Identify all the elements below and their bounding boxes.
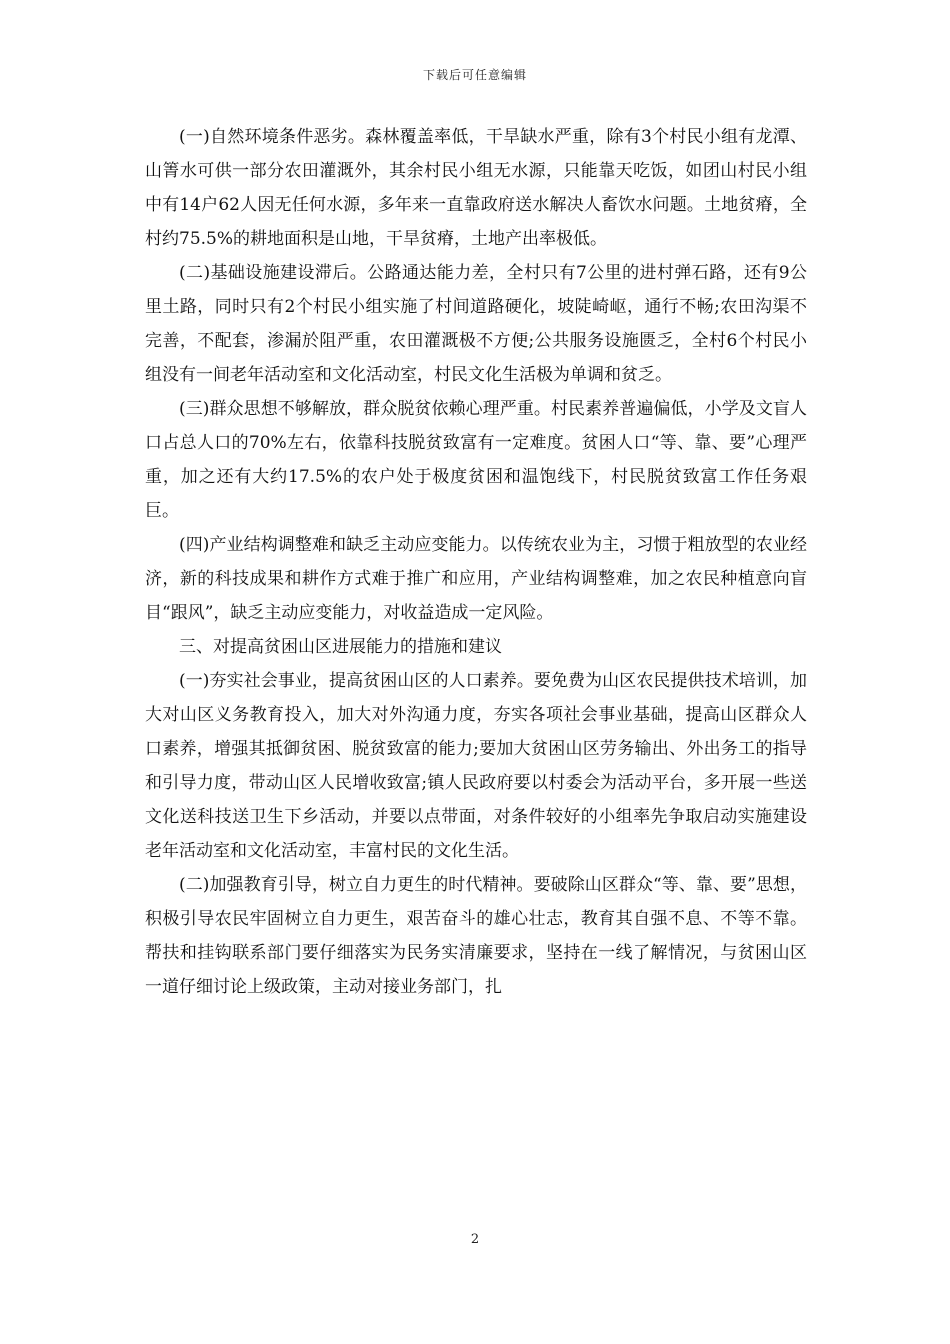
section-heading-measures: 三、对提高贫困山区进展能力的措施和建议 xyxy=(179,637,502,657)
page-header-note: 下载后可任意编辑 xyxy=(422,68,527,82)
paragraph-infrastructure: (二)基础设施建设滞后。公路通达能力差，全村只有7公里的进村弹石路，还有9公里土路，同时只有2个村民小组实施了村间道路硬化，坡陡崎岖，通行不畅;农田沟渠不完善，不配套，渗漏於阻严重，农田灌溉极不方便;公共服务设施匮乏，全村6个村民小组没有一间老年活动室和文化活动室，村民文化生活极为单调和贫乏。 xyxy=(145,263,807,385)
paragraph-natural-environment: (一)自然环境条件恶劣。森林覆盖率低，干旱缺水严重，除有3个村民小组有龙潭、山箐水可供一部分农田灌溉外，其余村民小组无水源，只能靠天吃饭，如团山村民小组中有14户62人因无任何水源，多年来一直靠政府送水解决人畜饮水问题。土地贫瘠，全村约75.5%的耕地面积是山地，干旱贫瘠，土地产出率极低。 xyxy=(145,127,807,249)
page-number: 2 xyxy=(470,1232,480,1247)
paragraph-mindset: (三)群众思想不够解放，群众脱贫依赖心理严重。村民素养普遍偏低，小学及文盲人口占总人口的70%左右，依靠科技脱贫致富有一定难度。贫困人口“等、靠、要”心理严重，加之还有大约17.5%的农户处于极度贫困和温饱线下，村民脱贫致富工作任务艰巨。 xyxy=(145,399,807,521)
paragraph-social-undertakings: (一)夯实社会事业，提高贫困山区的人口素养。要免费为山区农民提供技术培训，加大对山区义务教育投入，加大对外沟通力度，夯实各项社会事业基础，提高山区群众人口素养，增强其抵御贫困、脱贫致富的能力;要加大贫困山区劳务输出、外出务工的指导和引导力度，带动山区人民增收致富;镇人民政府要以村委会为活动平台，多开展一些送文化送科技送卫生下乡活动，并要以点带面，对条件较好的小组率先争取启动实施建设老年活动室和文化活动室，丰富村民的文化生活。 xyxy=(145,671,807,861)
document-body xyxy=(145,120,807,1004)
paragraph-industry-structure: (四)产业结构调整难和缺乏主动应变能力。以传统农业为主，习惯于粗放型的农业经济，新的科技成果和耕作方式难于推广和应用，产业结构调整难，加之农民种植意向盲目“跟风”，缺乏主动应变能力，对收益造成一定风险。 xyxy=(145,535,807,623)
paragraph-education-guidance: (二)加强教育引导，树立自力更生的时代精神。要破除山区群众“等、靠、要”思想，积极引导农民牢固树立自力更生，艰苦奋斗的雄心壮志，教育其自强不息、不等不靠。帮扶和挂钩联系部门要仔细落实为民务实清廉要求，坚持在一线了解情况，与贫困山区一道仔细讨论上级政策，主动对接业务部门，扎 xyxy=(145,875,807,997)
